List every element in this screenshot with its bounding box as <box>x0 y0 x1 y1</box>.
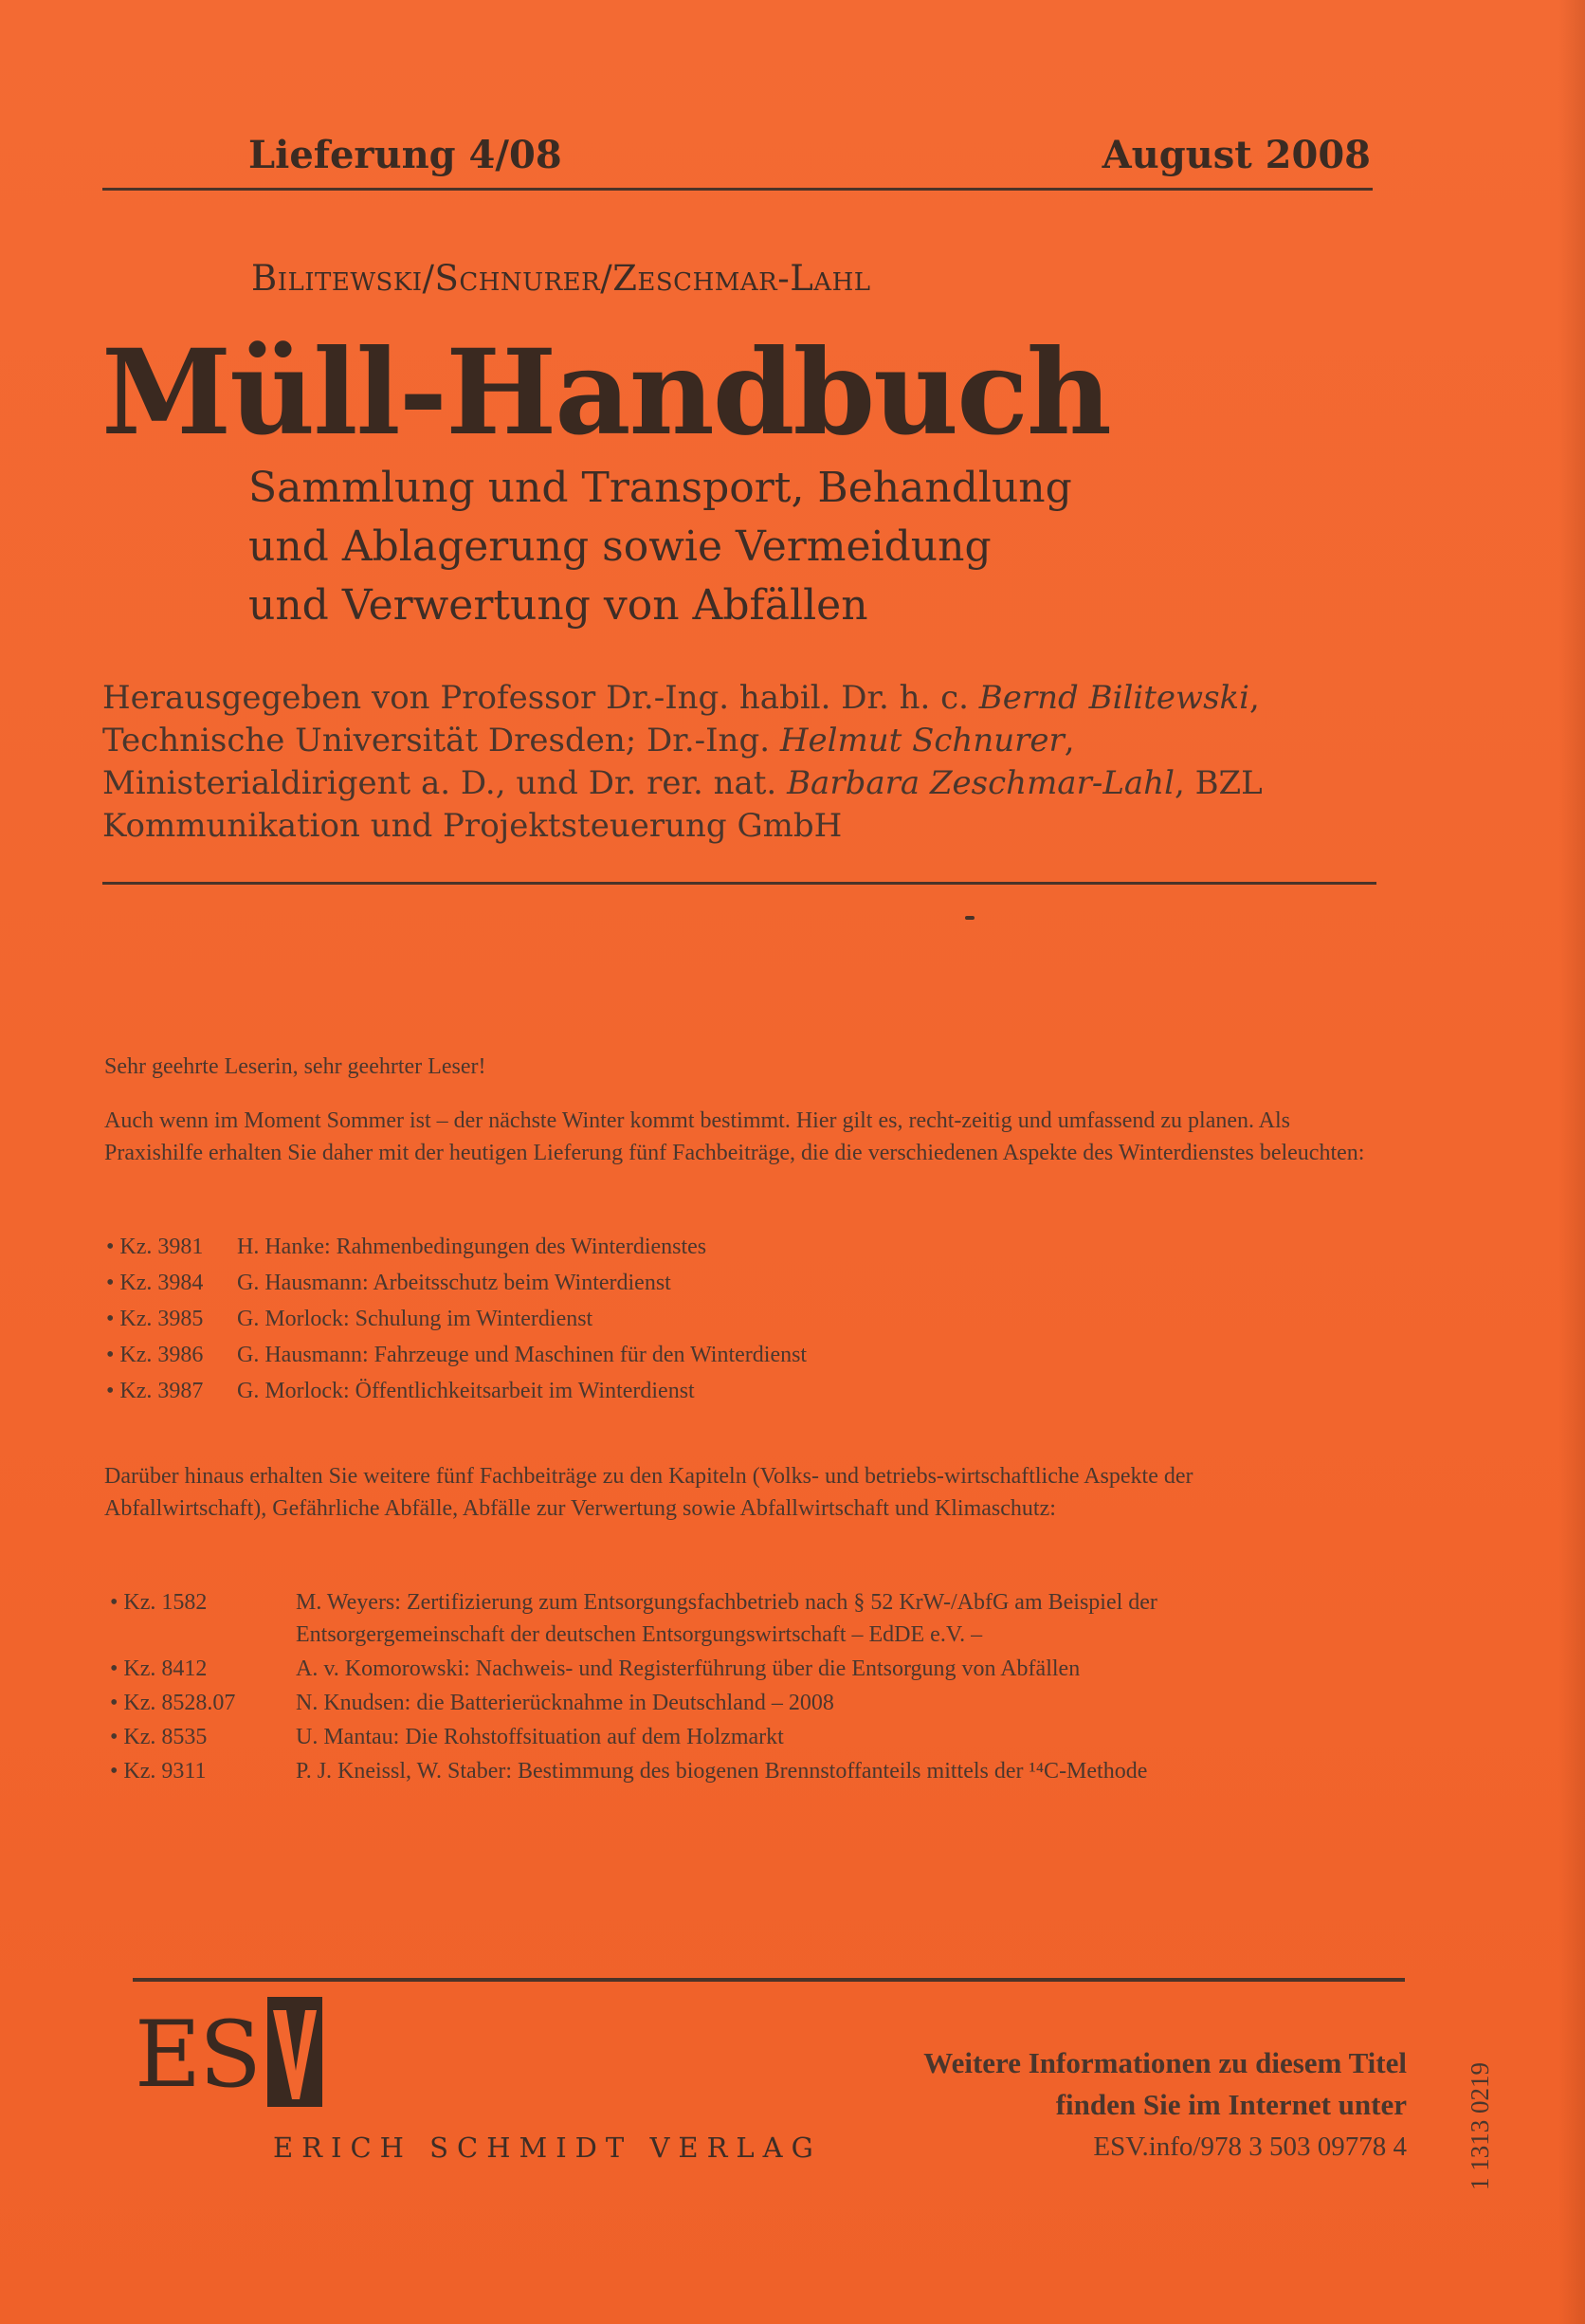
print-mark <box>965 916 975 920</box>
publisher-name: ERICH SCHMIDT VERLAG <box>273 2132 822 2164</box>
article-title: G. Hausmann: Fahrzeuge und Maschinen für den Winterdienst <box>237 1343 808 1367</box>
editor-name: Bernd Bilitewski <box>978 679 1250 717</box>
article-title: G. Morlock: Öffentlichkeitsarbeit im Winterdienst <box>237 1379 695 1403</box>
issue-label: Lieferung 4/08 <box>248 133 562 177</box>
article-number: • Kz. 3985 <box>106 1307 204 1331</box>
authors-line: Bilitewski/Schnurer/Zeschmar-Lahl <box>251 258 871 299</box>
list-item <box>106 1229 807 1265</box>
list-item <box>106 1337 807 1373</box>
article-title: G. Hausmann: Arbeitsschutz beim Winterdienst <box>237 1271 671 1295</box>
editors-part: , Ministerialdirigent a. D., und Dr. rer. nat. <box>102 722 1075 802</box>
subtitle-line: und Verwertung von Abfällen <box>248 581 868 630</box>
article-number: • Kz. 3986 <box>106 1343 204 1367</box>
editors-part: Herausgegeben von Professor Dr.-Ing. habil. Dr. h. c. <box>102 679 979 717</box>
info-line: Weitere Informationen zu diesem Titel <box>923 2046 1407 2079</box>
web-info <box>923 2042 1407 2168</box>
issue-date: August 2008 <box>1102 133 1371 177</box>
info-line: finden Sie im Internet unter <box>1055 2088 1407 2121</box>
letter-greeting: Sehr geehrte Leserin, sehr geehrter Leser! <box>104 1054 486 1079</box>
list-item <box>110 1687 1367 1719</box>
article-title: M. Weyers: Zertifizierung zum Entsorgungsfachbetrieb nach § 52 KrW-/AbfG am Beispiel der Entsorgergemeinschaft der deutschen Entsorgungswirtschaft – EdDE e.V. – <box>296 1590 1157 1647</box>
article-number: • Kz. 3981 <box>106 1235 204 1259</box>
article-number: • Kz. 1582 <box>110 1590 208 1615</box>
letter-paragraph: Auch wenn im Moment Sommer ist – der nächste Winter kommt bestimmt. Hier gilt es, recht-zeitig und umfassend zu planen. Als Praxishilfe erhalten Sie daher mit der heutigen Lieferung fünf Fachbeiträge, die die verschiedenen Aspekte des Winterdienstes beleuchten: <box>104 1108 1365 1165</box>
list-item <box>106 1373 807 1409</box>
info-url: ESV.info/978 3 503 09778 4 <box>1093 2132 1407 2162</box>
article-title: U. Mantau: Die Rohstoffsituation auf dem Holzmarkt <box>296 1725 784 1749</box>
subtitle-line: Sammlung und Transport, Behandlung <box>248 464 1072 512</box>
article-number: • Kz. 3987 <box>106 1379 204 1403</box>
letter-paragraph: Darüber hinaus erhalten Sie weitere fünf Fachbeiträge zu den Kapiteln (Volks- und betriebs-wirtschaftliche Aspekte der Abfallwirtschaft), Gefährliche Abfälle, Abfälle zur Verwertung sowie Abfallwirtschaft und Klimaschutz: <box>104 1464 1193 1521</box>
subtitle-line: und Ablagerung sowie Vermeidung <box>248 522 992 571</box>
book-subtitle <box>248 459 1072 635</box>
winter-articles-list <box>106 1229 807 1409</box>
list-item <box>106 1301 807 1337</box>
article-number: • Kz. 8528.07 <box>110 1691 236 1715</box>
article-code: 1 1313 0219 <box>1466 2062 1494 2190</box>
editors-part: , BZL Kommunikation und Projektsteuerung GmbH <box>102 764 1263 845</box>
article-title: P. J. Kneissl, W. Staber: Bestimmung des biogenen Brennstoffanteils mittels der ¹⁴C-Methode <box>296 1759 1148 1784</box>
article-title: N. Knudsen: die Batterierücknahme in Deutschland – 2008 <box>296 1691 834 1715</box>
editor-name: Helmut Schnurer <box>779 722 1065 759</box>
book-title: Müll-Handbuch <box>101 324 1110 462</box>
article-number: • Kz. 8412 <box>110 1656 208 1681</box>
article-title: H. Hanke: Rahmenbedingungen des Winterdienstes <box>237 1235 707 1259</box>
article-number: • Kz. 8535 <box>110 1725 208 1749</box>
list-item <box>110 1586 1367 1651</box>
header-rule <box>102 188 1373 191</box>
page-edge-shadow <box>1558 0 1585 2324</box>
list-item <box>110 1755 1367 1787</box>
editors-text <box>102 677 1373 848</box>
esv-logo: ES <box>135 2002 260 2108</box>
footer-rule <box>133 1978 1405 1982</box>
article-number: • Kz. 3984 <box>106 1271 204 1295</box>
list-item <box>106 1265 807 1301</box>
editors-part: , Technische Universität Dresden; Dr.-Ing. <box>102 679 1260 759</box>
article-title: A. v. Komorowski: Nachweis- und Registerführung über die Entsorgung von Abfällen <box>296 1656 1081 1681</box>
v-letter-icon <box>267 1997 322 2107</box>
further-articles-list <box>110 1586 1367 1789</box>
editor-name: Barbara Zeschmar-Lahl <box>787 764 1175 802</box>
article-number: • Kz. 9311 <box>110 1759 207 1784</box>
list-item <box>110 1653 1367 1685</box>
article-title: G. Morlock: Schulung im Winterdienst <box>237 1307 593 1331</box>
list-item <box>110 1721 1367 1753</box>
esv-logo-v-block <box>267 1997 322 2107</box>
section-rule <box>102 882 1376 885</box>
